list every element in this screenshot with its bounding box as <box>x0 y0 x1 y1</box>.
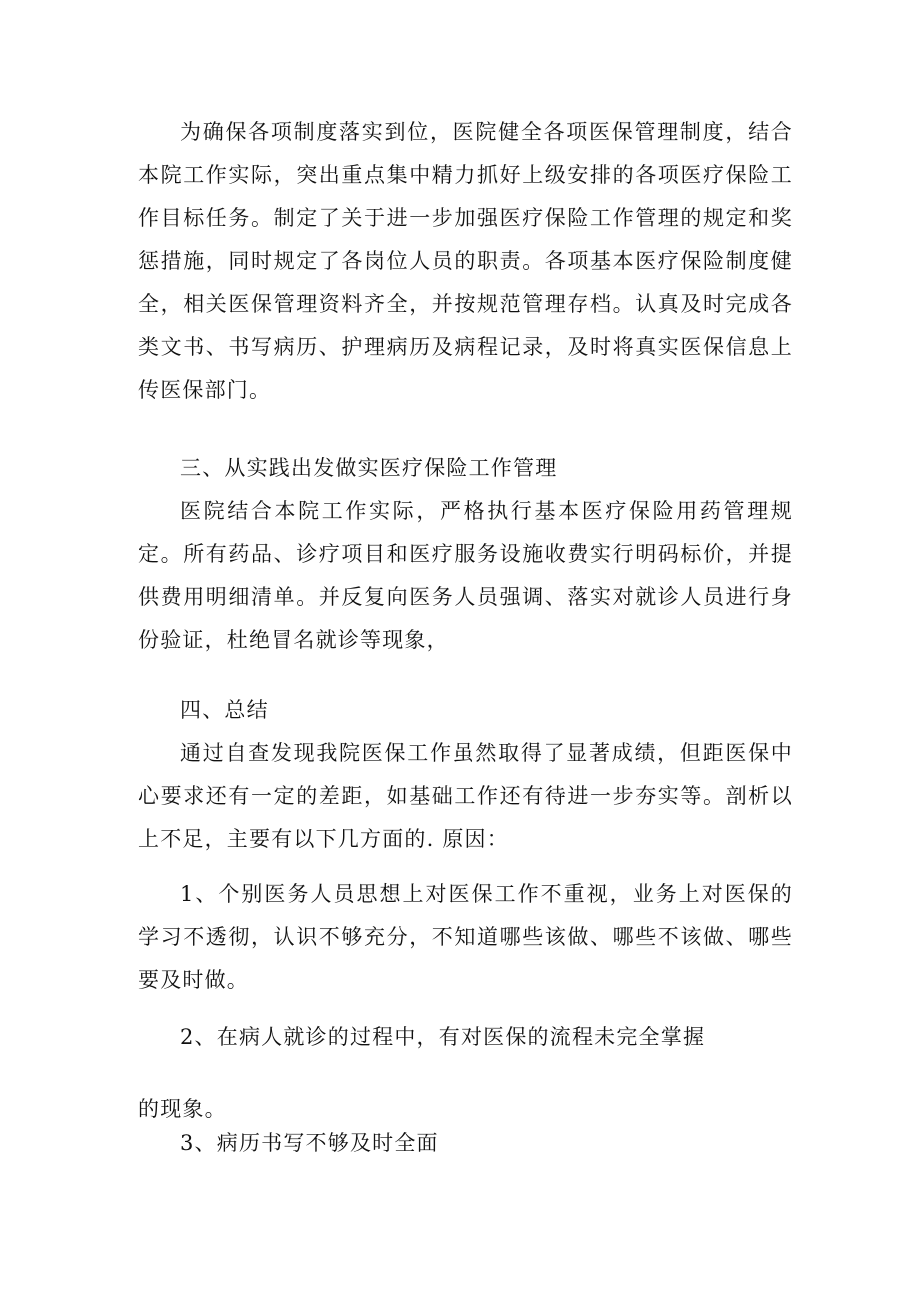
paragraph-practice-management <box>138 490 793 662</box>
paragraph-text: 为确保各项制度落实到位，医院健全各项医保管理制度，结合本院工作实际，突出重点集中精力抓好上级安排的各项医疗保险工作目标任务。制定了关于进一步加强医疗保险工作管理的规定和奖惩措施，同时规定了各岗位人员的职责。各项基本医疗保险制度健全，相关医保管理资料齐全，并按规范管理存档。认真及时完成各类文书、书写病历、护理病历及病程记录，及时将真实医保信息上传医保部门。 <box>138 120 793 402</box>
section-heading-three <box>138 447 793 490</box>
list-item-text: 2、在病人就诊的过程中，有对医保的流程未完全掌握 <box>180 1025 706 1049</box>
paragraph-text: 医院结合本院工作实际，严格执行基本医疗保险用药管理规定。所有药品、诊疗项目和医疗服务设施收费实行明码标价，并提供费用明细清单。并反复向医务人员强调、落实对就诊人员进行身份验证，杜绝冒名就诊等现象， <box>138 499 793 652</box>
heading-text: 三、从实践出发做实医疗保险工作管理 <box>180 456 558 480</box>
heading-text: 四、总结 <box>180 698 269 722</box>
list-item-3 <box>138 1122 793 1165</box>
list-item-1 <box>138 873 793 1002</box>
section-heading-four <box>138 689 793 732</box>
list-item-text: 的现象。 <box>138 1097 227 1121</box>
paragraph-summary <box>138 732 793 861</box>
list-item-text: 1、个别医务人员思想上对医保工作不重视，业务上对医保的学习不透彻，认识不够充分，不知道哪些该做、哪些不该做、哪些要及时做。 <box>138 882 793 992</box>
list-item-text: 3、病历书写不够及时全面 <box>180 1131 439 1155</box>
paragraph-management-system <box>138 111 793 412</box>
paragraph-text: 通过自查发现我院医保工作虽然取得了显著成绩，但距医保中心要求还有一定的差距，如基础工作还有待进一步夯实等。剖析以上不足，主要有以下几方面的. 原因： <box>138 741 793 851</box>
list-item-2 <box>138 1016 738 1059</box>
